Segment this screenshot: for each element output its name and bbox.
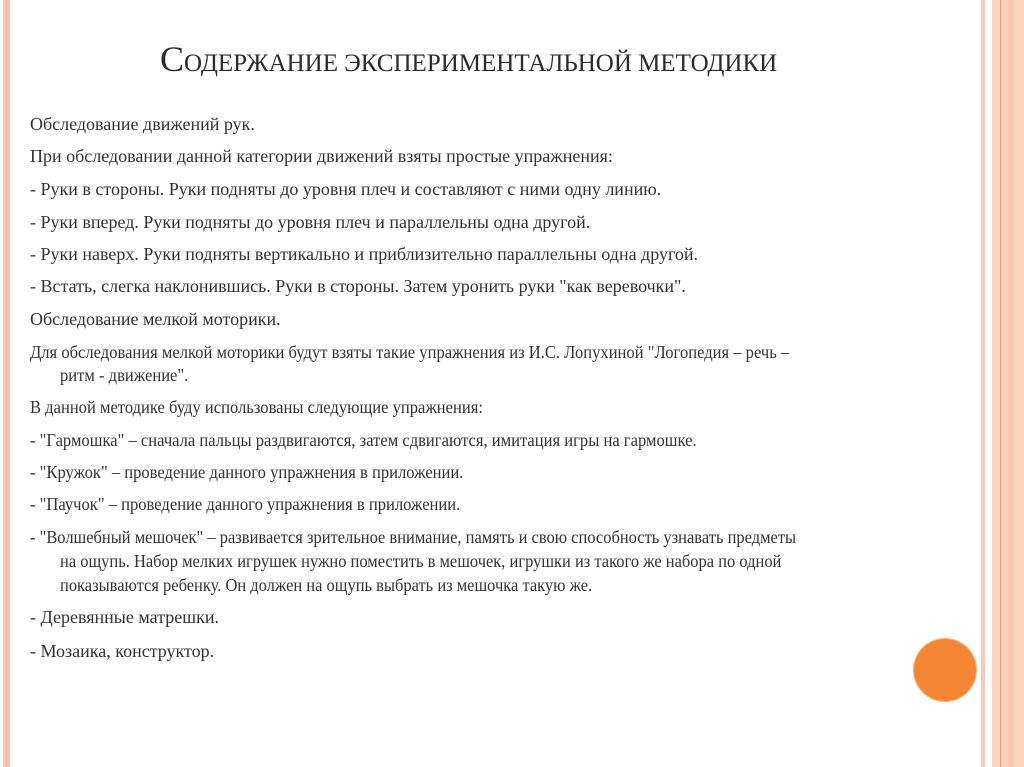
body-line: - Деревянные матрешки. [30, 607, 219, 627]
body-line: - Руки наверх. Руки подняты вертикально и приблизительно параллельны одна другой. [30, 244, 699, 264]
body-line: Обследование мелкой моторики. [30, 309, 281, 329]
body-line: - Руки в стороны. Руки подняты до уровня плеч и составляют с ними одну линию. [30, 179, 662, 199]
right-decorative-band-inner [1008, 0, 1014, 767]
body-line: - "Гармошка" – сначала пальцы раздвигаются, затем сдвигаются, имитация игры на гармошке. [30, 430, 697, 450]
left-decorative-stripe [3, 0, 10, 767]
body-line: ритм - движение". [60, 365, 189, 385]
title-initial: С [160, 39, 185, 79]
body-line: Для обследования мелкой моторики будут взяты такие упражнения из И.С. Лопухиной "Логопедия – речь – [30, 342, 790, 362]
body-line: В данной методике буду использованы следующие упражнения: [30, 397, 483, 417]
body-line: показываются ребенку. Он должен на ощупь выбрать из мешочка такую же. [60, 575, 593, 595]
body-line: на ощупь. Набор мелких игрушек нужно поместить в мешочек, игрушки из такого же набора по одной [60, 551, 782, 571]
right-decorative-line [1000, 0, 1001, 767]
slide-title [160, 38, 840, 80]
orange-circle-decoration [914, 639, 976, 701]
body-line: - Руки вперед. Руки подняты до уровня плеч и параллельны одна другой. [30, 212, 591, 232]
body-line: При обследовании данной категории движений взяты простые упражнения: [30, 146, 613, 166]
body-line: - "Кружок" – проведение данного упражнения в приложении. [30, 462, 464, 482]
body-line: - Мозаика, конструктор. [30, 641, 215, 661]
title-rest: ОДЕРЖАНИЕ ЭКСПЕРИМЕНТАЛЬНОЙ МЕТОДИКИ [184, 50, 778, 77]
body-line: - "Волшебный мешочек" – развивается зрительное внимание, память и свою способность узнавать предметы [30, 527, 797, 547]
right-decorative-stripe-thin [981, 0, 985, 767]
body-line: - "Паучок" – проведение данного упражнения в приложении. [30, 494, 461, 514]
body-line: - Встать, слегка наклонившись. Руки в стороны. Затем уронить руки "как веревочки". [30, 276, 686, 296]
body-line: Обследование движений рук. [30, 114, 255, 134]
